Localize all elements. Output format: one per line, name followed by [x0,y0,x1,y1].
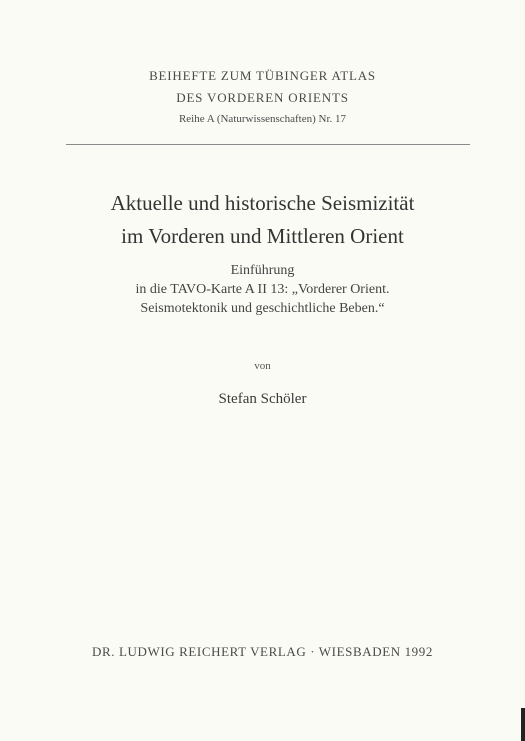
series-title-line2: DES VORDEREN ORIENTS [176,90,349,105]
series-subtitle: Reihe A (Naturwissenschaften) Nr. 17 [178,113,347,125]
horizontal-rule [66,144,470,145]
publisher-imprint: DR. LUDWIG REICHERT VERLAG · WIESBADEN 1992 [92,644,433,659]
intro-line3: Seismotektonik und geschichtliche Beben.“ [140,301,385,316]
scan-edge-mark [521,708,525,741]
series-title-line1: BEIHEFTE ZUM TÜBINGER ATLAS [149,68,376,83]
intro-line2: in die TAVO-Karte A II 13: „Vorderer Orient. [135,282,390,297]
book-title-line2: im Vorderen und Mittleren Orient [121,224,404,248]
author-name: Stefan Schöler [218,391,307,407]
by-label: von [254,360,271,372]
intro-line1: Einführung [230,263,295,278]
book-title-line1: Aktuelle und historische Seismizität [110,191,415,215]
